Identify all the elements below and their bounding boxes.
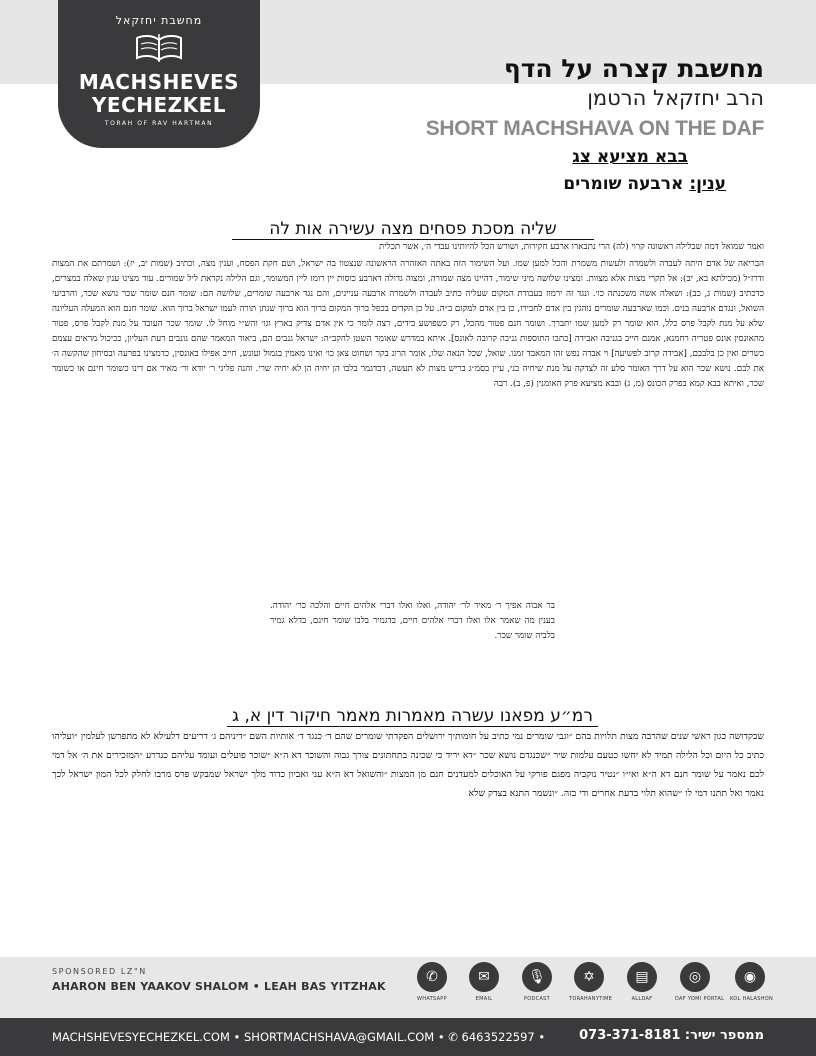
book-icon <box>135 30 183 64</box>
sponsor-label: SPONSORED LZ"N <box>52 967 147 976</box>
footer-link-daf-yomi-portal[interactable] <box>675 962 725 1002</box>
logo-line2: YECHEZKEL <box>91 93 227 117</box>
section1-paragraph: הבריאה של אדם היתה לעבדה ולשמרה ולעשות משמרת והכל למען שמו. ועל השימור הזה באתה האזהרה הראשונה שנצטוו בה ישראל, ושם חקת הפסח, וענין מצה, וכתיב (שמות יב, יז): ושמרתם את המצות ודרז״ל (מכילתא בא, יב): אל תקרי מצות אלא מצוות. ומצינו שלושה מיני שימור, דהיינו מצה שמורה, ומצוה גדולה דארבע כוסות יין רומז ליין המשומר, וגם הלילה נקראת ליל שמורים. עוד מצינו ענין שאלה במצרים, כדכתיב (שמות ג, כב): ושאלה אשה משכנתה כו׳. ונגד זה ירמוז בעבודת המקום שעליה כתיב לעבדה ולשמרה ארבעה עניינים, והם נגד ארבעה שומרים, שלושה הם: שומר חנם שומר שכר נושא שכר, והרביעי השואל, ונגדם ארבעה בנים. וכמו שארבעה שומרים נוהגין בין אדם לחבירו, כן בין אדם למקום ב״ה. על כן הקדים בכפל ברוך המקום ברוך הוא ברוך שנתן תורה לעמו ישראל ברוך הוא. שומר חנם הוא המעלה העליונה שלא על מנת לקבל פרס כלל, הוא שומר רק למען שמו יתברך. ושומר חנם פטור מהכל, רק כשפושע בידים, רצה לומר כי אין אדם צדיק בארץ וגו׳ והש״י מוחל לו. שומר שכר העובד על מנת לקבל פרס, פטור מהאונסין אונס פטריה רחמנא, אמנם חייב בגניבה ואבידה [כתבו התוספות גניבה קרובה לאונס]. איתא במדרש שאומר השטן להקב״ה: ישראל גנבים הם, ביאור המאמר שהם גונבים דעת העליון, ככיכול מראים עצמם כשרים ואין כן בלבבם, [אבידה קרוב לפשיעה] וי אבדה נפש זהו המאבד זמנו. שואל, שכל הנאה שלו, אומר הרוג בקר ושחוט צאן כו׳ ואינו מאמין בגמול ועונש, חייב אפילו באונסין, כדמצינו בפרעה ובסיחון שהקשה ה׳ את לבם. נושא שכר הוא על דרך האומר סלע זה לצדקה על מנת שיחיה בני, עיין בסמ״ג בריש מצות לא תעשה, דבדגמר בלבו הן יחיה הן לא יחיה שרי. והנה פליגי ר׳ יודא ור׳ מאיר אם דינו כשומר חינם או כשומר שכר, ואיתא בבא קמא בפרק הכונס (מ, ג) ובבא מציעא פרק האומנין (פ, ב). רבה <box>52 259 764 389</box>
section2-heading: רמ״ע מפאנו עשרה מאמרות מאמר חיקור דין א, ג <box>227 706 598 727</box>
logo <box>58 0 260 148</box>
alldaf-icon: ▤ <box>627 962 657 992</box>
podcast-icon: 🎙 <box>522 962 552 992</box>
section2-body <box>52 727 764 805</box>
sponsor-names: AHARON BEN YAAKOV SHALOM • LEAH BAS YITZHAK <box>52 980 386 993</box>
inyan-heading <box>563 174 726 194</box>
logo-hebrew-name: מחשבת יחזקאל <box>115 14 203 27</box>
page-title-english: SHORT MACHSHAVA ON THE DAF <box>425 117 764 140</box>
direct-number[interactable] <box>579 1028 764 1043</box>
icon-label: KOL HALASHON <box>730 996 774 1002</box>
section1-note: בר אבוה אפיך ר׳ מאיר לר׳ יהודה, ואלו ואלו דברי אלהים חיים והלכה כר׳ יהודה. בענין מה שאמר אלו ואלו דברי אלהים חיים, בדגמיר בלבו שומר חינם, בדלא גמיר בלביה שומר שכר. <box>270 601 555 641</box>
logo-line1: MACHSHEVES <box>78 70 240 94</box>
logo-tagline: TORAH OF RAV HARTMAN <box>104 120 214 127</box>
footer-link-whatsapp[interactable] <box>412 962 452 1002</box>
inyan-label: ענין: <box>689 174 726 194</box>
kol-halashon-icon: ◉ <box>735 962 765 992</box>
section1-paragraph: ואמר שמואל דמה שבלילה ראשונה קרוי (לה) הרי נתבארו ארבע חקירות, ושורש הכל להיותינו עבדי ה׳, אשר תכלית <box>378 242 764 252</box>
icon-label: PODCAST <box>523 996 551 1002</box>
footer-link-alldaf[interactable] <box>622 962 662 1002</box>
email-icon: ✉ <box>469 962 499 992</box>
author-name: הרב יחזקאל הרטמן <box>587 86 764 110</box>
icon-label: WHATSAPP <box>417 996 447 1002</box>
section2-paragraph: שבקדושה כגון ראשי שנים שהרבה מצות תלויות בהם ״וגבי שומרים נמי כתיב על חומותיך ירושלים הפקדתי שומרים שהם ד׳ כנגד ד׳ אותיות השם ״דיניהם ג׳ דריעים דלעילא לא מתפרשן לעלמין ״ועליהו כתיב כל היום וכל הלילה תמיד לא יחשו כטעם עלמות שיר ״שכנגדם נושא שכר ״דא יריד כי שכינה בתחתונים צורך גבוה והשוכר דא ה״א ״שוכר פועלים ועומד עליהם כנדרע ״המזכירים את ה׳ אל דמי לכם נאמר על שומר חנם דא ה״א ואי״ו ״נטיר נוקביה מפגם פורקי על האוכלים למעדנים חנם מן המצות ״והשואל דא ה״א עני ואביון כדוד מלך ישראל שמבקש פרס מרבו לחלק לכל המון ישראל לכך נאמר ואל תתנו דמי לו ״שהוא תלוי בדעת אחרים ודי בזה. ״ונשמר התנא בצדק שלא <box>52 731 764 799</box>
icon-label: TORAHANYTIME <box>569 996 613 1002</box>
torahanytime-icon: ✡ <box>574 962 604 992</box>
daf-yomi-portal-icon: ◎ <box>680 962 710 992</box>
contact-line[interactable]: MACHSHEVESYECHEZKEL.COM • SHORTMACHSHAVA@GMAIL.COM • ✆ 6463522597 • <box>52 1030 546 1044</box>
inyan-value: ארבעה שומרים <box>563 174 684 194</box>
footer-contact-bar <box>0 1018 816 1056</box>
footer-icons <box>412 962 777 1012</box>
icon-label: DAF YOMI PORTAL <box>675 996 725 1002</box>
section1-heading: שליה מסכת פסחים מצה עשירה אות לה <box>232 219 594 240</box>
whatsapp-icon: ✆ <box>417 962 447 992</box>
page-title-hebrew: מחשבת קצרה על הדף <box>503 54 764 83</box>
footer-link-torahanytime[interactable] <box>569 962 613 1002</box>
icon-label: ALLDAF <box>631 996 653 1002</box>
footer-link-podcast[interactable] <box>517 962 557 1002</box>
footer-link-kol-halashon[interactable] <box>730 962 774 1002</box>
direct-number-value: 073-371-8181 <box>579 1028 681 1043</box>
icon-label: EMAIL <box>475 996 493 1002</box>
footer-link-email[interactable] <box>464 962 504 1002</box>
direct-number-label: ממספר ישיר: <box>684 1028 764 1043</box>
section1-body <box>52 240 764 394</box>
masechta-heading: בבא מציעא צג <box>572 147 688 167</box>
